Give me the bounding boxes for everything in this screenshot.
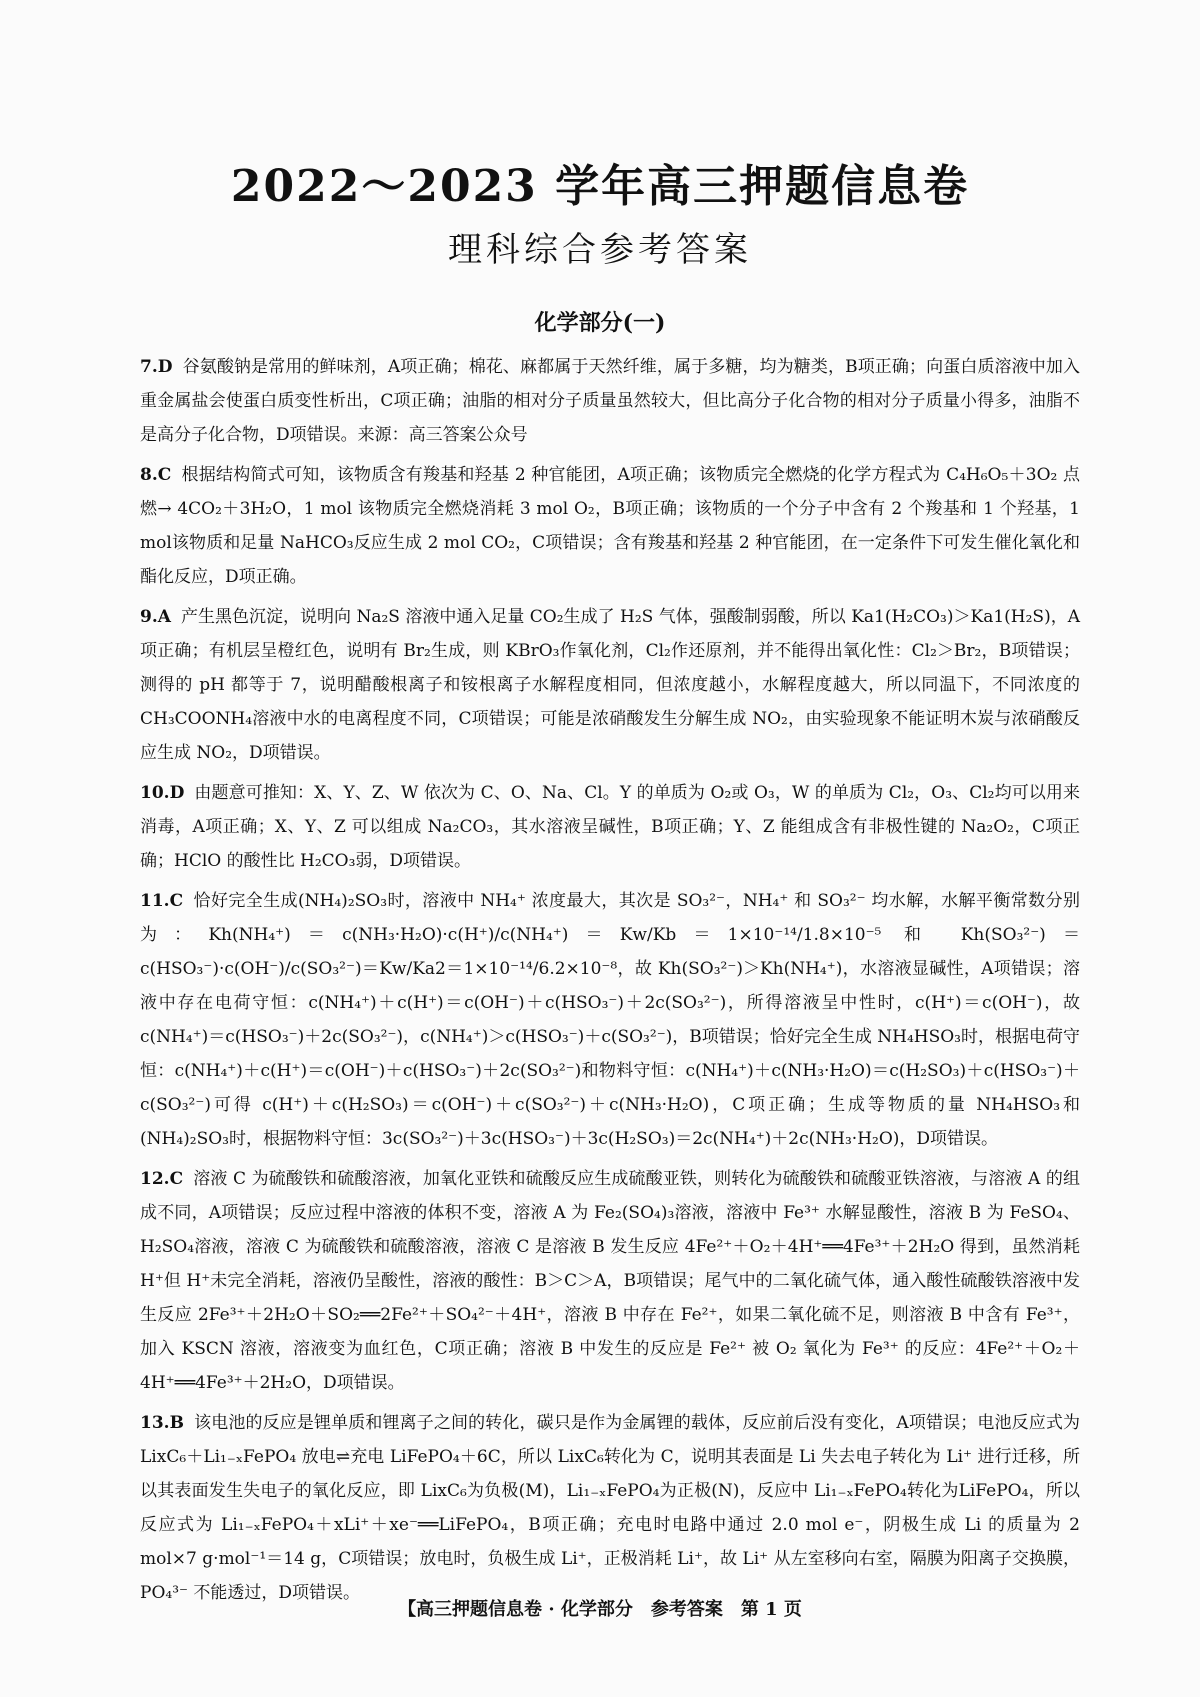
question-answer: C (169, 891, 184, 911)
question-answer: D (157, 357, 173, 377)
section-heading: 化学部分(一) (534, 310, 666, 336)
answer-explanation: 产生黑色沉淀，说明向 Na₂S 溶液中通入足量 CO₂生成了 H₂S 气体，强酸制弱酸，所以 Ka1(H₂CO₃)＞Ka1(H₂S)，A项正确；有机层呈橙红色，说明有 Br₂生成，则 KBrO₃作氧化剂，Cl₂作还原剂，并不能得出氧化性：Cl₂＞Br₂，B项错误；测得的 pH 都等于 7，说明醋酸根离子和铵根离子水解程度相同，但浓度越小，水解程度越大，所以同温下，不同浓度的 CH₃COONH₄溶液中水的电离程度不同，C项错误；可能是浓硝酸发生分解生成 NO₂，由实验现象不能证明木炭与浓硝酸反应生成 NO₂，D项错误。 (140, 607, 1080, 763)
question-number: 10. (140, 783, 170, 803)
question-answer: C (157, 465, 172, 485)
page-subtitle: 理科综合参考答案 (448, 230, 752, 270)
answer-item-13 (140, 1406, 1080, 1610)
answer-explanation: 根据结构简式可知，该物质含有羧基和羟基 2 种官能团，A项正确；该物质完全燃烧的化学方程式为 C₄H₆O₅＋3O₂ 点燃→ 4CO₂＋3H₂O，1 mol 该物质完全燃烧消耗 3 mol O₂，B项正确；该物质的一个分子中含有 2 个羧基和 1 个羟基，1 mol该物质和足量 NaHCO₃反应生成 2 mol CO₂，C项错误；含有羧基和羟基 2 种官能团，在一定条件下可发生催化氧化和酯化反应，D项正确。 (140, 465, 1080, 587)
answer-item-10 (140, 776, 1080, 878)
question-number: 13. (140, 1413, 170, 1433)
question-answer: D (169, 783, 185, 803)
page-footer: 【高三押题信息卷 · 化学部分 参考答案 第 1 页 (398, 1599, 802, 1620)
answer-item-7 (140, 350, 1080, 452)
question-number: 8. (140, 465, 158, 485)
answer-item-12 (140, 1162, 1080, 1400)
answer-explanation: 该电池的反应是锂单质和锂离子之间的转化，碳只是作为金属锂的载体，反应前后没有变化，A项错误；电池反应式为 LixC₆＋Li₁₋ₓFePO₄ 放电⇌充电 LiFePO₄＋6C，所以 LixC₆转化为 C，说明其表面是 Li 失去电子转化为 Li⁺ 进行迁移，所以其表面发生失电子的氧化反应，即 LixC₆为负极(M)，Li₁₋ₓFePO₄为正极(N)，反应中 Li₁₋ₓFePO₄转化为LiFePO₄，所以反应式为 Li₁₋ₓFePO₄＋xLi⁺＋xe⁻══LiFePO₄，B项正确；充电时电路中通过 2.0 mol e⁻，阴极生成 Li 的质量为 2 mol×7 g·mol⁻¹＝14 g，C项错误；放电时，负极生成 Li⁺，正极消耗 Li⁺，故 Li⁺ 从左室移向右室，隔膜为阳离子交换膜，PO₄³⁻ 不能透过，D项错误。 (140, 1413, 1080, 1603)
page-title: 2022～2023 学年高三押题信息卷 (230, 161, 970, 212)
answer-explanation: 恰好完全生成(NH₄)₂SO₃时，溶液中 NH₄⁺ 浓度最大，其次是 SO₃²⁻，NH₄⁺ 和 SO₃²⁻ 均水解，水解平衡常数分别为：Kh(NH₄⁺)＝c(NH₃·H₂O)·c(H⁺)/c(NH₄⁺)＝Kw/Kb＝1×10⁻¹⁴/1.8×10⁻⁵ 和 Kh(SO₃²⁻)＝c(HSO₃⁻)·c(OH⁻)/c(SO₃²⁻)＝Kw/Ka2＝1×10⁻¹⁴/6.2×10⁻⁸，故 Kh(SO₃²⁻)＞Kh(NH₄⁺)，水溶液显碱性，A项错误；溶液中存在电荷守恒：c(NH₄⁺)＋c(H⁺)＝c(OH⁻)＋c(HSO₃⁻)＋2c(SO₃²⁻)，所得溶液呈中性时，c(H⁺)＝c(OH⁻)，故 c(NH₄⁺)＝c(HSO₃⁻)＋2c(SO₃²⁻)，c(NH₄⁺)＞c(HSO₃⁻)＋c(SO₃²⁻)，B项错误；恰好完全生成 NH₄HSO₃时，根据电荷守恒：c(NH₄⁺)＋c(H⁺)＝c(OH⁻)＋c(HSO₃⁻)＋2c(SO₃²⁻)和物料守恒：c(NH₄⁺)＋c(NH₃·H₂O)＝c(H₂SO₃)＋c(HSO₃⁻)＋c(SO₃²⁻)可得 c(H⁺)＋c(H₂SO₃)＝c(OH⁻)＋c(SO₃²⁻)＋c(NH₃·H₂O)，C项正确；生成等物质的量 NH₄HSO₃和(NH₄)₂SO₃时，根据物料守恒：3c(SO₃²⁻)＋3c(HSO₃⁻)＋3c(H₂SO₃)＝2c(NH₄⁺)＋2c(NH₃·H₂O)，D项错误。 (140, 891, 1080, 1149)
question-number: 12. (140, 1169, 170, 1189)
answer-explanation: 溶液 C 为硫酸铁和硫酸溶液，加氧化亚铁和硫酸反应生成硫酸亚铁，则转化为硫酸铁和硫酸亚铁溶液，与溶液 A 的组成不同，A项错误；反应过程中溶液的体积不变，溶液 A 为 Fe₂(SO₄)₃溶液，溶液中 Fe³⁺ 水解显酸性，溶液 B 为 FeSO₄、H₂SO₄溶液，溶液 C 为硫酸铁和硫酸溶液，溶液 C 是溶液 B 发生反应 4Fe²⁺＋O₂＋4H⁺══4Fe³⁺＋2H₂O 得到，虽然消耗 H⁺但 H⁺未完全消耗，溶液仍呈酸性，溶液的酸性：B＞C＞A，B项错误；尾气中的二氧化硫气体，通入酸性硫酸铁溶液中发生反应 2Fe³⁺＋2H₂O＋SO₂══2Fe²⁺＋SO₄²⁻＋4H⁺，溶液 B 中存在 Fe²⁺，如果二氧化硫不足，则溶液 B 中含有 Fe³⁺，加入 KSCN 溶液，溶液变为血红色，C项正确；溶液 B 中发生的反应是 Fe²⁺ 被 O₂ 氧化为 Fe³⁺ 的反应：4Fe²⁺＋O₂＋4H⁺══4Fe³⁺＋2H₂O，D项错误。 (140, 1169, 1080, 1393)
question-answer: C (169, 1169, 184, 1189)
question-answer: A (157, 607, 171, 627)
answer-explanation: 由题意可推知：X、Y、Z、W 依次为 C、O、Na、Cl。Y 的单质为 O₂或 O₃，W 的单质为 Cl₂，O₃、Cl₂均可以用来消毒，A项正确；X、Y、Z 可以组成 Na₂CO₃，其水溶液呈碱性，B项正确；Y、Z 能组成含有非极性键的 Na₂O₂，C项正确；HClO 的酸性比 H₂CO₃弱，D项错误。 (140, 783, 1080, 871)
answer-list (140, 350, 1080, 1616)
answer-item-8 (140, 458, 1080, 594)
answer-item-11 (140, 884, 1080, 1156)
question-number: 9. (140, 607, 158, 627)
question-number: 7. (140, 357, 158, 377)
question-answer: B (169, 1413, 184, 1433)
answer-item-9 (140, 600, 1080, 770)
answer-explanation: 谷氨酸钠是常用的鲜味剂，A项正确；棉花、麻都属于天然纤维，属于多糖，均为糖类，B项正确；向蛋白质溶液中加入重金属盐会使蛋白质变性析出，C项正确；油脂的相对分子质量虽然较大，但比高分子化合物的相对分子质量小得多，油脂不是高分子化合物，D项错误。来源：高三答案公众号 (140, 357, 1080, 445)
question-number: 11. (140, 891, 170, 911)
